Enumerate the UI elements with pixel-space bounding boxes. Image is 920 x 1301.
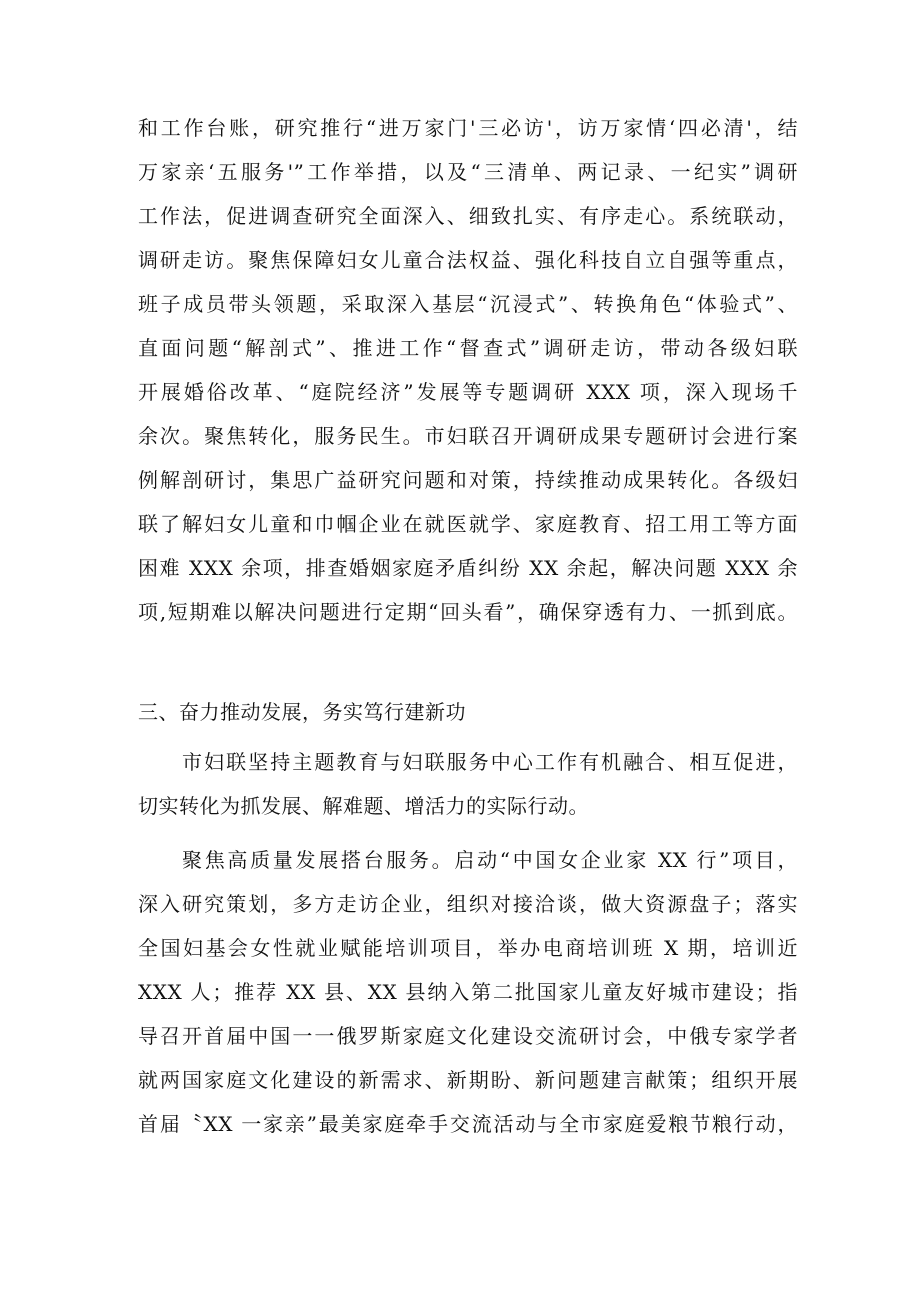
text-line: 万家亲‘五服务'”工作举措，以及“三清单、两记录、一纪实”调研 [138,160,798,184]
text-line: 例解剖研讨，集思广益研究问题和对策，持续推动成果转化。各级妇 [138,468,798,492]
text-line: 班子成员带头领题，采取深入基层“沉浸式”、转换角色“体验式”、 [138,292,798,316]
text-line: 余次。聚焦转化，服务民生。市妇联召开调研成果专题研讨会进行案 [138,424,798,448]
text-line: 切实转化为抓发展、解难题、增活力的实际行动。 [138,794,589,818]
text-line: 市妇联坚持主题教育与妇联服务中心工作有机融合、相互促进， [182,750,798,774]
text-line: 就两国家庭文化建设的新需求、新期盼、新问题建言献策；组织开展 [138,1068,798,1092]
text-line: 开展婚俗改革、“庭院经济”发展等专题调研 XXX 项，深入现场千 [138,380,798,404]
text-line: 项,短期难以解决问题进行定期“回头看”，确保穿透有力、一抓到底。 [138,600,798,624]
section-one-body [138,106,798,634]
text-line: 工作法，促进调查研究全面深入、细致扎实、有序走心。系统联动， [138,204,798,228]
paragraph-three [138,838,798,1146]
text-line: XXX 人；推荐 XX 县、XX 县纳入第二批国家儿童友好城市建设；指 [138,980,798,1004]
text-line: 调研走访。聚焦保障妇女儿童合法权益、强化科技自立自强等重点， [138,248,798,272]
text-line: 首届〝XX 一家亲”最美家庭牵手交流活动与全市家庭爱粮节粮行动， [138,1112,798,1136]
section-heading-block [138,690,798,734]
paragraph-two [138,740,798,828]
text-line: 和工作台账，研究推行“进万家门'三必访'，访万家情‘四必清'，结 [138,116,798,140]
text-line: 深入研究策划，多方走访企业，组织对接洽谈，做大资源盘子；落实 [138,892,798,916]
text-line: 导召开首届中国一一俄罗斯家庭文化建设交流研讨会，中俄专家学者 [138,1024,798,1048]
text-line: 联了解妇女儿童和巾帼企业在就医就学、家庭教育、招工用工等方面 [138,512,798,536]
section-heading: 三、奋力推动发展，务实笃行建新功 [138,700,466,724]
text-line: 直面问题“解剖式”、推进工作“督查式”调研走访，带动各级妇联 [138,336,798,360]
text-line: 聚焦高质量发展搭台服务。启动“中国女企业家 XX 行”项目， [182,848,798,872]
text-line: 全国妇基会女性就业赋能培训项目，举办电商培训班 X 期，培训近 [138,936,798,960]
text-line: 困难 XXX 余项，排查婚姻家庭矛盾纠纷 XX 余起，解决问题 XXX 余 [138,556,798,580]
